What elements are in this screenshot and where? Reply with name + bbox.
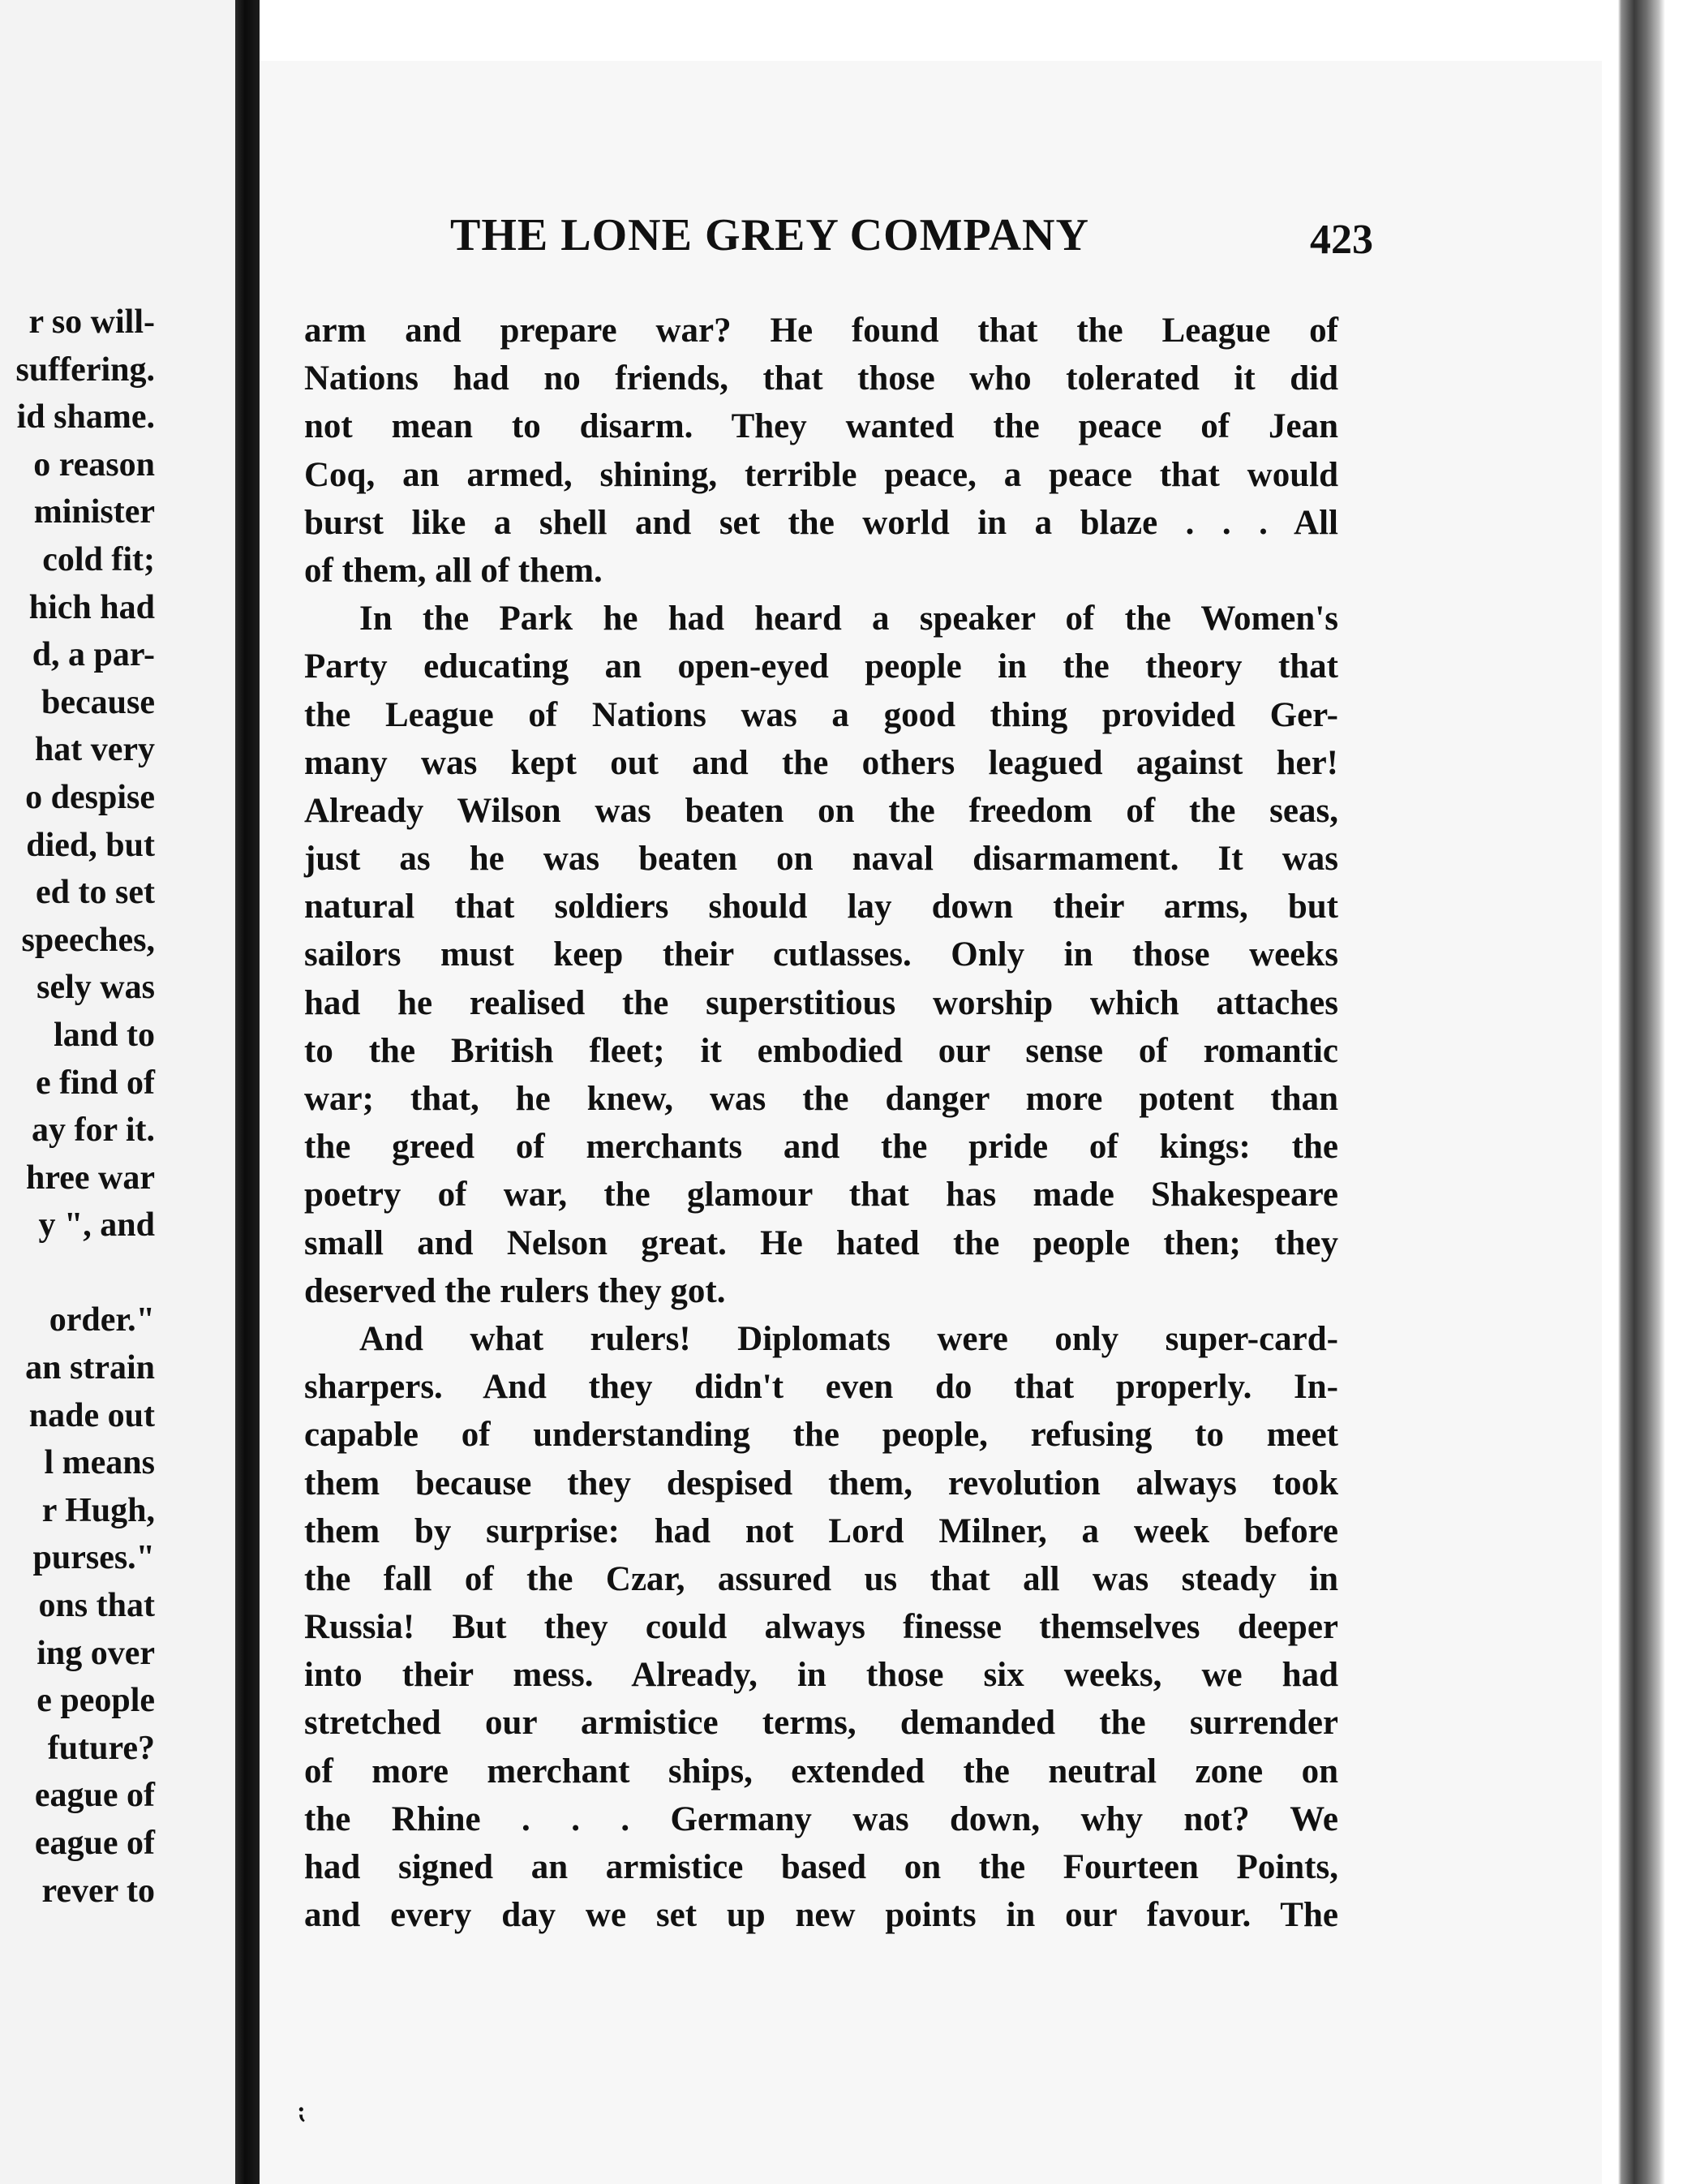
running-title: THE LONE GREY COMPANY xyxy=(450,210,1089,260)
text-line: Nations had no friends, that those who tolerated it did xyxy=(304,359,1338,398)
text-line: to the British fleet; it embodied our sense of romantic xyxy=(304,1031,1338,1070)
left-page-line: id shame. xyxy=(16,398,155,436)
left-page-line: cold fit; xyxy=(42,540,155,578)
text-line: many was kept out and the others leagued against her! xyxy=(304,743,1338,782)
left-page-line: y ", and xyxy=(38,1206,155,1245)
left-page-line: speeches, xyxy=(21,921,155,959)
text-line: sailors must keep their cutlasses. Only in those weeks xyxy=(304,935,1338,974)
text-line: burst like a shell and set the world in a blaze . . . All xyxy=(304,503,1338,542)
text-line: them because they despised them, revolution always took xyxy=(304,1464,1338,1503)
text-line: into their mess. Already, in those six weeks, we had xyxy=(304,1656,1338,1695)
text-line: just as he was beaten on naval disarmament. It was xyxy=(304,840,1338,879)
text-line: Party educating an open-eyed people in the theory that xyxy=(304,647,1338,686)
left-page-line: r so will- xyxy=(28,303,155,341)
text-line: natural that soldiers should lay down their arms, but xyxy=(304,888,1338,926)
text-line: and every day we set up new points in our favour. The xyxy=(304,1896,1338,1935)
left-page-line: ons that xyxy=(38,1587,155,1625)
text-line: And what rulers! Diplomats were only super-card- xyxy=(359,1319,1338,1358)
text-line: the League of Nations was a good thing provided Ger- xyxy=(304,695,1338,734)
left-page-line: ing over xyxy=(36,1634,155,1672)
left-page-line: eague of xyxy=(34,1777,155,1815)
left-page-line: purses." xyxy=(32,1539,155,1577)
left-page-line: e people xyxy=(36,1682,155,1720)
left-page-line xyxy=(0,1249,155,1297)
left-page-line: died, but xyxy=(26,826,155,864)
text-line: stretched our armistice terms, demanded the surrender xyxy=(304,1704,1338,1743)
left-page-line: eague of xyxy=(34,1825,155,1862)
text-line: sharpers. And they didn't even do that properly. In- xyxy=(304,1368,1338,1407)
text-line: the Rhine . . . Germany was down, why not? We xyxy=(304,1799,1338,1838)
book-page-edge xyxy=(1602,0,1683,2184)
left-page-line: future? xyxy=(47,1729,155,1767)
left-page-line: o reason xyxy=(33,445,155,484)
text-line: In the Park he had heard a speaker of the Women's xyxy=(359,600,1338,638)
left-page-line: hat very xyxy=(34,731,155,769)
running-head xyxy=(450,209,1373,274)
left-page-line: rever to xyxy=(41,1872,155,1910)
book-gutter xyxy=(235,0,260,2184)
text-line: capable of understanding the people, refusing to meet xyxy=(304,1416,1338,1455)
left-page-line: r Hugh, xyxy=(41,1491,155,1529)
left-page-line: minister xyxy=(33,493,155,531)
left-page-line: ay for it. xyxy=(31,1111,155,1150)
left-page-line: nade out xyxy=(28,1396,155,1434)
text-line: Already Wilson was beaten on the freedom of the seas, xyxy=(304,791,1338,830)
left-page-line: sely was xyxy=(36,969,155,1007)
left-page-line: e find of xyxy=(36,1064,155,1102)
text-line: had he realised the superstitious worship which attaches xyxy=(304,983,1338,1022)
left-page-text xyxy=(0,299,155,1915)
text-line: Russia! But they could always finesse themselves deeper xyxy=(304,1608,1338,1647)
page-number: 423 xyxy=(1310,217,1373,263)
left-facing-page xyxy=(0,0,235,2184)
text-line: the greed of merchants and the pride of kings: the xyxy=(304,1128,1338,1167)
text-line: the fall of the Czar, assured us that all was steady in xyxy=(304,1559,1338,1598)
text-line: not mean to disarm. They wanted the peace of Jean xyxy=(304,407,1338,446)
left-page-line: suffering. xyxy=(15,350,155,389)
left-page-line: hich had xyxy=(28,588,155,626)
body-text xyxy=(304,307,1338,1939)
text-line: Coq, an armed, shining, terrible peace, a peace that would xyxy=(304,455,1338,494)
text-line: of more merchant ships, extended the neutral zone on xyxy=(304,1752,1338,1791)
text-line: them by surprise: had not Lord Milner, a week before xyxy=(304,1511,1338,1550)
text-line: deserved the rulers they got. xyxy=(304,1271,726,1310)
text-line: arm and prepare war? He found that the League of xyxy=(304,312,1338,350)
left-page-line: order." xyxy=(49,1301,155,1339)
left-page-line: ed to set xyxy=(36,874,155,912)
left-page-line: hree war xyxy=(26,1159,155,1197)
text-line: small and Nelson great. He hated the people then; they xyxy=(304,1223,1338,1262)
text-line: of them, all of them. xyxy=(304,551,603,590)
left-page-line: an strain xyxy=(25,1349,155,1387)
text-line: had signed an armistice based on the Fourteen Points, xyxy=(304,1848,1338,1886)
left-page-line: land to xyxy=(54,1016,155,1054)
text-line: war; that, he knew, was the danger more potent than xyxy=(304,1080,1338,1118)
left-page-line: l means xyxy=(44,1444,155,1482)
left-page-line: because xyxy=(41,683,155,721)
left-page-line: o despise xyxy=(25,778,155,816)
text-line: poetry of war, the glamour that has made Shakespeare xyxy=(304,1176,1338,1215)
bottom-mark: ⁏ xyxy=(298,2099,307,2124)
left-page-line: d, a par- xyxy=(32,636,155,674)
